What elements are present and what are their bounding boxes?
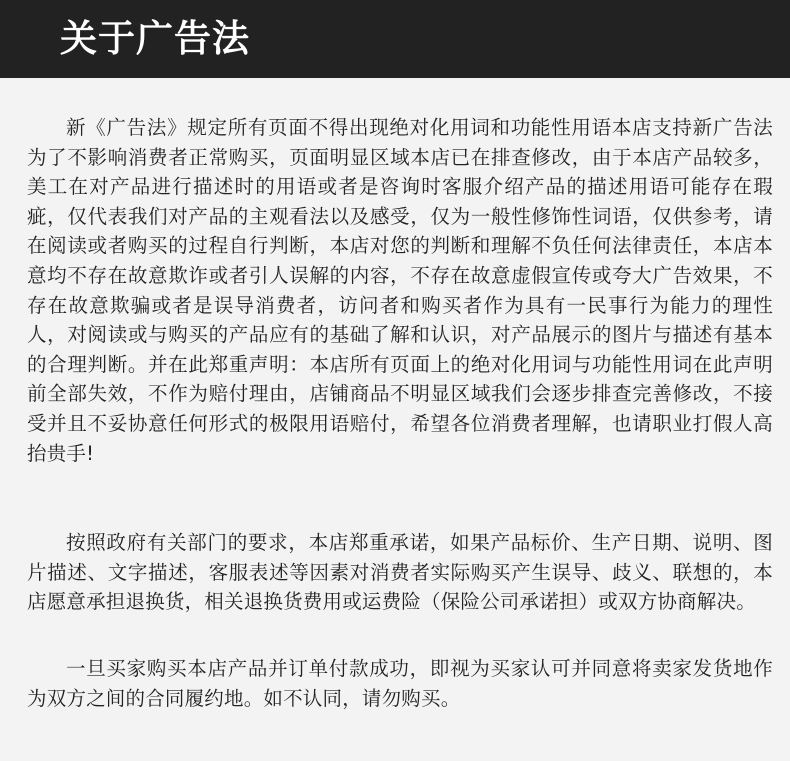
commitment-paragraph: 按照政府有关部门的要求，本店郑重承诺，如果产品标价、生产日期、说明、图片描述、文字描述，客服表述等因素对消费者实际购买产生误导、歧义、联想的，本店愿意承担退换货，相关退换货费用或运费险（保险公司承诺担）或双方协商解决。 <box>27 531 773 614</box>
notice-body <box>0 78 790 761</box>
contract-location-paragraph: 一旦买家购买本店产品并订单付款成功，即视为买家认可并同意将卖家发货地作为双方之间的合同履约地。如不认同，请勿购买。 <box>27 657 773 710</box>
page-title: 关于广告法 <box>60 17 250 60</box>
disclaimer-paragraph: 新《广告法》规定所有页面不得出现绝对化用词和功能性用语本店支持新广告法为了不影响消费者正常购买，页面明显区域本店已在排查修改，由于本店产品较多，美工在对产品进行描述时的用语或者是咨询时客服介绍产品的描述用语可能存在瑕疵，仅代表我们对产品的主观看法以及感受，仅为一般性修饰性词语，仅供参考，请在阅读或者购买的过程自行判断，本店对您的判断和理解不负任何法律责任，本店本意均不存在故意欺诈或者引人误解的内容，不存在故意虚假宣传或夸大广告效果，不存在故意欺骗或者是误导消费者，访问者和购买者作为具有一民事行为能力的理性人，对阅读或与购买的产品应有的基础了解和认识，对产品展示的图片与描述有基本的合理判断。并在此郑重声明：本店所有页面上的绝对化用词与功能性用词在此声明前全部失效，不作为赔付理由，店铺商品不明显区域我们会逐步排查完善修改，不接受并且不妥协意任何形式的极限用语赔付，希望各位消费者理解，也请职业打假人高抬贵手! <box>27 116 773 465</box>
header-bar <box>0 0 790 78</box>
